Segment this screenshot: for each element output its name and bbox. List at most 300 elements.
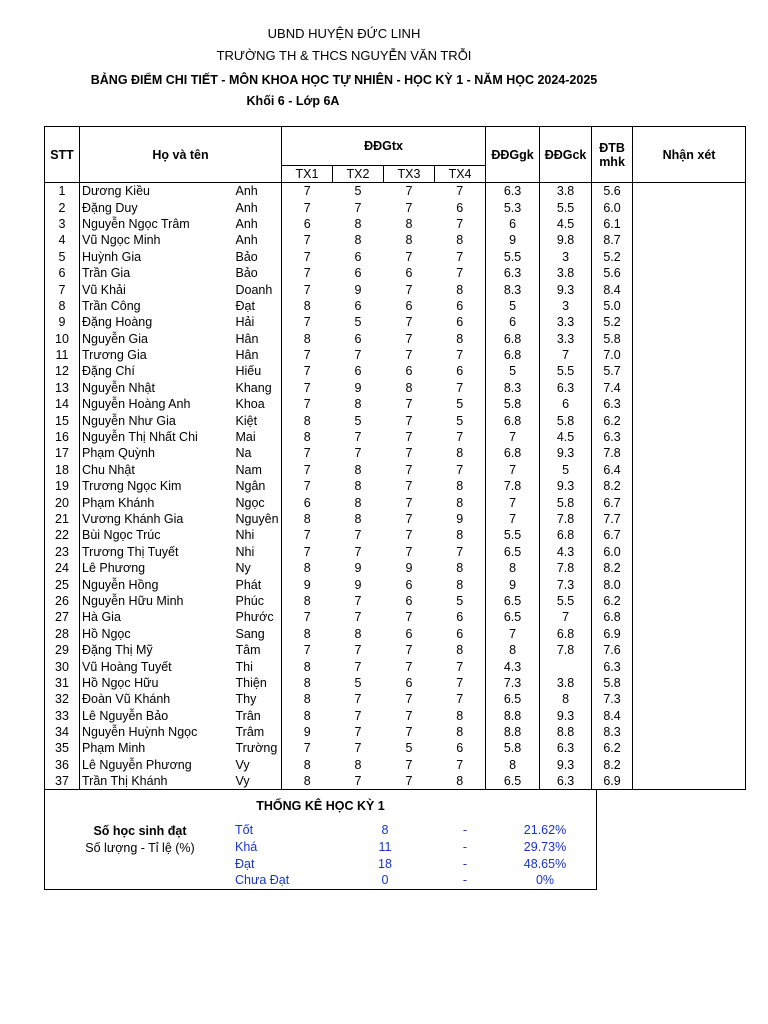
cell-dtb: 8.4 (592, 281, 633, 297)
cell-tx2: 8 (354, 216, 362, 231)
cell-tx3: 6 (405, 364, 413, 379)
cell-tx1: 7 (282, 183, 333, 200)
cell-ddggk: 6.3 (486, 183, 540, 200)
cell-ddggk: 5 (486, 363, 540, 379)
cell-ddggk: 8 (486, 560, 540, 576)
cell-tx4: 8 (435, 232, 486, 248)
cell-first-name: Phước (234, 609, 282, 625)
stats-count: 8 (381, 823, 389, 837)
cell-first-name: Hân (234, 331, 282, 347)
cell-dtb: 7.7 (592, 511, 633, 527)
cell-tx1: 7 (282, 314, 333, 330)
table-row (45, 724, 746, 740)
cell-dtb: 6.3 (592, 396, 633, 412)
cell-tx4: 8 (435, 773, 486, 790)
cell-ddggk: 5.8 (486, 740, 540, 756)
cell-tx4: 7 (435, 347, 486, 363)
cell-ddggk: 8.8 (486, 724, 540, 740)
cell-ddgck: 5.5 (540, 363, 592, 379)
cell-tx1: 9 (282, 724, 333, 740)
cell-stt: 21 (45, 511, 80, 527)
cell-ddgck: 5.8 (540, 412, 592, 428)
cell-first-name: Thi (234, 658, 282, 674)
cell-ddgck: 6.8 (540, 626, 592, 642)
cell-ddgck: 5.5 (540, 593, 592, 609)
table-row (45, 593, 746, 609)
cell-ddgck: 3 (540, 249, 592, 265)
cell-ddggk: 6.5 (486, 609, 540, 625)
cell-ddgck: 7.8 (540, 642, 592, 658)
cell-stt: 16 (45, 429, 80, 445)
table-row (45, 576, 746, 592)
cell-first-name: Na (234, 445, 282, 461)
cell-tx1: 6 (282, 216, 333, 232)
cell-tx3: 7 (405, 725, 413, 740)
cell-ddgck: 9.8 (540, 232, 592, 248)
cell-tx3: 8 (405, 216, 413, 231)
semester-stats (44, 790, 597, 890)
cell-stt: 37 (45, 773, 80, 790)
cell-tx1: 7 (282, 478, 333, 494)
cell-stt: 25 (45, 576, 80, 592)
cell-tx2: 7 (354, 692, 362, 707)
cell-stt: 3 (45, 216, 80, 232)
cell-tx4: 6 (435, 363, 486, 379)
cell-stt: 23 (45, 544, 80, 560)
cell-ddgck: 8.8 (540, 724, 592, 740)
table-row (45, 609, 746, 625)
table-row (45, 265, 746, 281)
cell-tx1: 7 (282, 265, 333, 281)
cell-tx2: 7 (354, 446, 362, 461)
cell-tx1: 7 (282, 281, 333, 297)
cell-stt: 4 (45, 232, 80, 248)
cell-ddggk: 8 (486, 757, 540, 773)
cell-last-middle-name: Đặng Duy (80, 199, 234, 215)
table-row (45, 412, 746, 428)
cell-last-middle-name: Phạm Khánh (80, 494, 234, 510)
cell-last-middle-name: Vũ Hoàng Tuyết (80, 658, 234, 674)
cell-remark (633, 429, 746, 445)
cell-remark (633, 691, 746, 707)
cell-ddgck: 9.3 (540, 478, 592, 494)
cell-tx2: 8 (354, 397, 362, 412)
cell-dtb: 6.2 (592, 412, 633, 428)
cell-ddggk: 7.3 (486, 675, 540, 691)
cell-remark (633, 314, 746, 330)
table-row (45, 626, 746, 642)
cell-tx4: 5 (435, 396, 486, 412)
cell-stt: 28 (45, 626, 80, 642)
cell-ddgck: 6.8 (540, 527, 592, 543)
cell-tx1: 8 (282, 691, 333, 707)
table-row (45, 527, 746, 543)
cell-tx2: 9 (354, 380, 362, 395)
cell-first-name: Kiệt (234, 412, 282, 428)
cell-tx1: 7 (282, 199, 333, 215)
cell-first-name: Tâm (234, 642, 282, 658)
cell-tx2: 8 (354, 233, 362, 248)
table-row (45, 363, 746, 379)
stats-separator: - (462, 873, 468, 887)
cell-ddggk: 7 (486, 462, 540, 478)
table-row (45, 658, 746, 674)
cell-dtb: 5.2 (592, 314, 633, 330)
cell-tx1: 8 (282, 708, 333, 724)
cell-tx1: 7 (282, 527, 333, 543)
cell-tx2: 8 (354, 626, 362, 641)
cell-tx4: 8 (435, 527, 486, 543)
cell-tx4: 7 (435, 462, 486, 478)
cell-tx2: 6 (354, 364, 362, 379)
cell-dtb: 8.2 (592, 757, 633, 773)
cell-tx2: 6 (354, 266, 362, 281)
cell-tx2: 5 (354, 315, 362, 330)
cell-tx1: 7 (282, 740, 333, 756)
cell-ddgck: 9.3 (540, 445, 592, 461)
cell-ddgck: 3.3 (540, 331, 592, 347)
cell-dtb: 5.0 (592, 298, 633, 314)
cell-stt: 31 (45, 675, 80, 691)
cell-last-middle-name: Nguyễn Ngọc Trâm (80, 216, 234, 232)
cell-remark (633, 773, 746, 790)
stats-row (45, 840, 596, 856)
class-subtitle: Khối 6 - Lớp 6A (246, 94, 340, 108)
cell-tx2: 6 (354, 331, 362, 346)
cell-last-middle-name: Bùi Ngọc Trúc (80, 527, 234, 543)
cell-stt: 18 (45, 462, 80, 478)
report-title: BẢNG ĐIỂM CHI TIẾT - MÔN KHOA HỌC TỰ NHIÊN - HỌC KỲ 1 - NĂM HỌC 2024-2025 (90, 73, 598, 87)
cell-stt: 2 (45, 199, 80, 215)
stats-row (45, 823, 596, 839)
cell-tx2: 9 (354, 577, 362, 592)
cell-dtb: 5.7 (592, 363, 633, 379)
cell-tx3: 8 (405, 233, 413, 248)
cell-remark (633, 642, 746, 658)
cell-ddggk: 8 (486, 642, 540, 658)
header-ddggk: ĐĐGgk (486, 127, 540, 183)
cell-first-name: Khoa (234, 396, 282, 412)
cell-tx3: 7 (405, 331, 413, 346)
cell-dtb: 6.2 (592, 740, 633, 756)
cell-tx1: 8 (282, 331, 333, 347)
cell-first-name: Vy (234, 757, 282, 773)
cell-first-name: Ngọc (234, 494, 282, 510)
cell-ddgck: 5.8 (540, 494, 592, 510)
cell-tx3: 7 (405, 315, 413, 330)
cell-tx2: 7 (354, 200, 362, 215)
stats-count: 11 (378, 840, 392, 854)
cell-ddggk: 7 (486, 511, 540, 527)
cell-tx3: 7 (405, 512, 413, 526)
cell-ddgck: 3.3 (540, 314, 592, 330)
cell-first-name: Anh (234, 199, 282, 215)
cell-remark (633, 708, 746, 724)
cell-remark (633, 183, 746, 200)
cell-tx2: 8 (354, 479, 362, 494)
cell-tx4: 6 (435, 199, 486, 215)
cell-tx1: 7 (282, 380, 333, 396)
cell-tx4: 8 (435, 478, 486, 494)
cell-tx1: 7 (282, 544, 333, 560)
cell-last-middle-name: Trương Gia (80, 347, 234, 363)
cell-dtb: 5.6 (592, 183, 633, 200)
cell-tx2: 8 (354, 462, 362, 477)
cell-tx4: 8 (435, 724, 486, 740)
header-tx3: TX3 (384, 166, 435, 183)
cell-ddggk: 6.8 (486, 331, 540, 347)
cell-ddgck (540, 658, 592, 674)
header-ddgtx: ĐĐGtx (282, 127, 486, 166)
cell-remark (633, 494, 746, 510)
cell-last-middle-name: Vũ Ngọc Minh (80, 232, 234, 248)
cell-ddggk: 6.5 (486, 691, 540, 707)
cell-tx4: 6 (435, 298, 486, 314)
table-row (45, 511, 746, 527)
cell-first-name: Vy (234, 773, 282, 790)
cell-tx1: 7 (282, 363, 333, 379)
cell-tx1: 8 (282, 511, 333, 527)
cell-remark (633, 593, 746, 609)
cell-dtb: 7.3 (592, 691, 633, 707)
cell-stt: 7 (45, 281, 80, 297)
cell-last-middle-name: Nguyễn Hồng (80, 576, 234, 592)
cell-tx4: 7 (435, 216, 486, 232)
cell-ddggk: 8.8 (486, 708, 540, 724)
cell-tx4: 8 (435, 708, 486, 724)
cell-remark (633, 380, 746, 396)
cell-tx3: 7 (405, 462, 413, 477)
table-row (45, 708, 746, 724)
cell-tx4: 7 (435, 183, 486, 200)
cell-tx2: 7 (333, 773, 384, 790)
cell-tx4: 8 (435, 494, 486, 510)
cell-first-name: Mai (234, 429, 282, 445)
cell-ddgck: 8 (540, 691, 592, 707)
stats-count: 0 (381, 873, 389, 887)
cell-last-middle-name: Đặng Thị Mỹ (80, 642, 234, 658)
cell-tx4: 7 (435, 658, 486, 674)
cell-tx3: 7 (405, 643, 413, 658)
table-row (45, 478, 746, 494)
cell-last-middle-name: Lê Phương (80, 560, 234, 576)
cell-tx3: 7 (405, 495, 413, 510)
cell-remark (633, 232, 746, 248)
header-ddgck: ĐĐGck (540, 127, 592, 183)
cell-stt: 29 (45, 642, 80, 658)
cell-tx4: 7 (435, 380, 486, 396)
cell-tx2: 7 (354, 725, 362, 740)
cell-last-middle-name: Lê Nguyễn Bảo (80, 708, 234, 724)
cell-last-middle-name: Nguyễn Thị Nhất Chi (80, 429, 234, 445)
cell-remark (633, 740, 746, 756)
cell-tx1: 8 (282, 658, 333, 674)
cell-ddggk: 5.5 (486, 249, 540, 265)
cell-tx4: 6 (435, 609, 486, 625)
cell-last-middle-name: Nguyễn Hoàng Anh (80, 396, 234, 412)
cell-dtb: 6.3 (592, 429, 633, 445)
cell-stt: 36 (45, 757, 80, 773)
cell-tx2: 7 (354, 708, 362, 723)
cell-first-name: Khang (234, 380, 282, 396)
cell-tx2: 9 (354, 561, 362, 576)
cell-tx4: 9 (435, 511, 486, 527)
cell-tx3: 5 (405, 741, 413, 756)
cell-stt: 1 (45, 183, 80, 200)
cell-ddgck: 7.8 (540, 560, 592, 576)
stats-percent: 48.65% (523, 857, 567, 871)
cell-ddggk: 8.3 (486, 281, 540, 297)
cell-remark (633, 412, 746, 428)
cell-tx4: 8 (435, 642, 486, 658)
cell-last-middle-name: Nguyễn Huỳnh Ngọc (80, 724, 234, 740)
cell-last-middle-name: Đặng Hoàng (80, 314, 234, 330)
header-remark: Nhận xét (633, 127, 746, 183)
table-row (45, 642, 746, 658)
stats-percent: 21.62% (523, 823, 567, 837)
cell-tx4: 6 (435, 314, 486, 330)
table-row (45, 298, 746, 314)
cell-ddggk: 6.8 (486, 445, 540, 461)
cell-first-name: Nam (234, 462, 282, 478)
table-row (45, 445, 746, 461)
cell-last-middle-name: Đặng Chí (80, 363, 234, 379)
cell-ddggk: 6.5 (486, 593, 540, 609)
cell-first-name: Thy (234, 691, 282, 707)
cell-ddggk: 6.8 (486, 412, 540, 428)
cell-tx3: 6 (405, 593, 413, 608)
cell-remark (633, 527, 746, 543)
cell-tx2: 7 (354, 430, 362, 445)
cell-tx3: 7 (405, 757, 413, 772)
district-name: UBND HUYỆN ĐỨC LINH (267, 26, 421, 41)
cell-dtb: 6.7 (592, 527, 633, 543)
table-row (45, 773, 746, 790)
cell-remark (633, 199, 746, 215)
table-row (45, 314, 746, 330)
cell-stt: 35 (45, 740, 80, 756)
cell-tx1: 7 (282, 249, 333, 265)
cell-ddgck: 4.3 (540, 544, 592, 560)
cell-stt: 20 (45, 494, 80, 510)
cell-dtb: 8.2 (592, 560, 633, 576)
cell-stt: 12 (45, 363, 80, 379)
cell-dtb: 7.4 (592, 380, 633, 396)
cell-stt: 11 (45, 347, 80, 363)
table-row (45, 429, 746, 445)
cell-dtb: 6.8 (592, 609, 633, 625)
cell-stt: 5 (45, 249, 80, 265)
cell-tx2: 7 (354, 741, 362, 756)
cell-tx2: 7 (354, 544, 362, 559)
header-tx1: TX1 (282, 166, 333, 183)
cell-dtb: 5.6 (592, 265, 633, 281)
stats-row (45, 857, 596, 873)
cell-stt: 6 (45, 265, 80, 281)
cell-last-middle-name: Vương Khánh Gia (80, 511, 234, 527)
cell-tx3: 7 (405, 200, 413, 215)
cell-stt: 27 (45, 609, 80, 625)
cell-remark (633, 298, 746, 314)
cell-ddgck: 3.8 (540, 675, 592, 691)
cell-tx1: 8 (282, 298, 333, 314)
cell-tx2: 9 (354, 282, 362, 297)
stats-separator: - (462, 840, 468, 854)
cell-tx2: 7 (354, 659, 362, 674)
cell-last-middle-name: Hồ Ngọc Hữu (80, 675, 234, 691)
cell-stt: 30 (45, 658, 80, 674)
stats-percent: 29.73% (523, 840, 567, 854)
cell-first-name: Nguyên (234, 511, 282, 527)
cell-dtb: 6.2 (592, 593, 633, 609)
table-row (45, 396, 746, 412)
cell-tx1: 6 (282, 494, 333, 510)
cell-tx3: 6 (405, 577, 413, 592)
cell-dtb: 6.0 (592, 199, 633, 215)
cell-remark (633, 658, 746, 674)
cell-stt: 17 (45, 445, 80, 461)
cell-tx3: 6 (405, 675, 413, 690)
cell-tx3: 6 (405, 626, 413, 641)
cell-ddgck: 7.3 (540, 576, 592, 592)
cell-last-middle-name: Trần Công (80, 298, 234, 314)
stats-label-passed: Số học sinh đạt (93, 824, 187, 838)
cell-remark (633, 462, 746, 478)
cell-ddggk: 9 (486, 232, 540, 248)
cell-first-name: Anh (234, 232, 282, 248)
cell-tx1: 8 (282, 773, 333, 790)
cell-tx3: 7 (405, 249, 413, 264)
cell-ddgck: 7 (540, 609, 592, 625)
table-row (45, 560, 746, 576)
cell-ddggk: 4.3 (486, 658, 540, 674)
cell-stt: 10 (45, 331, 80, 347)
stats-level: Tốt (235, 823, 254, 837)
cell-ddgck: 4.5 (540, 216, 592, 232)
cell-tx3: 7 (405, 692, 413, 707)
cell-remark (633, 478, 746, 494)
cell-tx4: 7 (435, 691, 486, 707)
cell-tx2: 8 (354, 512, 362, 526)
cell-first-name: Ny (234, 560, 282, 576)
cell-stt: 34 (45, 724, 80, 740)
cell-remark (633, 544, 746, 560)
cell-last-middle-name: Nguyễn Như Gia (80, 412, 234, 428)
cell-tx2: 5 (354, 413, 362, 428)
table-row (45, 199, 746, 215)
cell-tx3: 7 (405, 397, 413, 412)
cell-remark (633, 576, 746, 592)
cell-last-middle-name: Huỳnh Gia (80, 249, 234, 265)
cell-ddggk: 5.8 (486, 396, 540, 412)
cell-ddggk: 6.5 (486, 544, 540, 560)
stats-separator: - (462, 823, 468, 837)
table-row (45, 757, 746, 773)
cell-first-name: Đạt (234, 298, 282, 314)
cell-remark (633, 347, 746, 363)
cell-dtb: 8.2 (592, 478, 633, 494)
cell-tx1: 9 (282, 576, 333, 592)
cell-tx1: 7 (282, 462, 333, 478)
cell-tx1: 8 (282, 429, 333, 445)
cell-tx1: 8 (282, 412, 333, 428)
cell-dtb: 6.7 (592, 494, 633, 510)
cell-tx2: 7 (354, 593, 362, 608)
cell-tx2: 5 (354, 675, 362, 690)
cell-tx4: 8 (435, 331, 486, 347)
cell-tx4: 7 (435, 544, 486, 560)
cell-first-name: Phát (234, 576, 282, 592)
